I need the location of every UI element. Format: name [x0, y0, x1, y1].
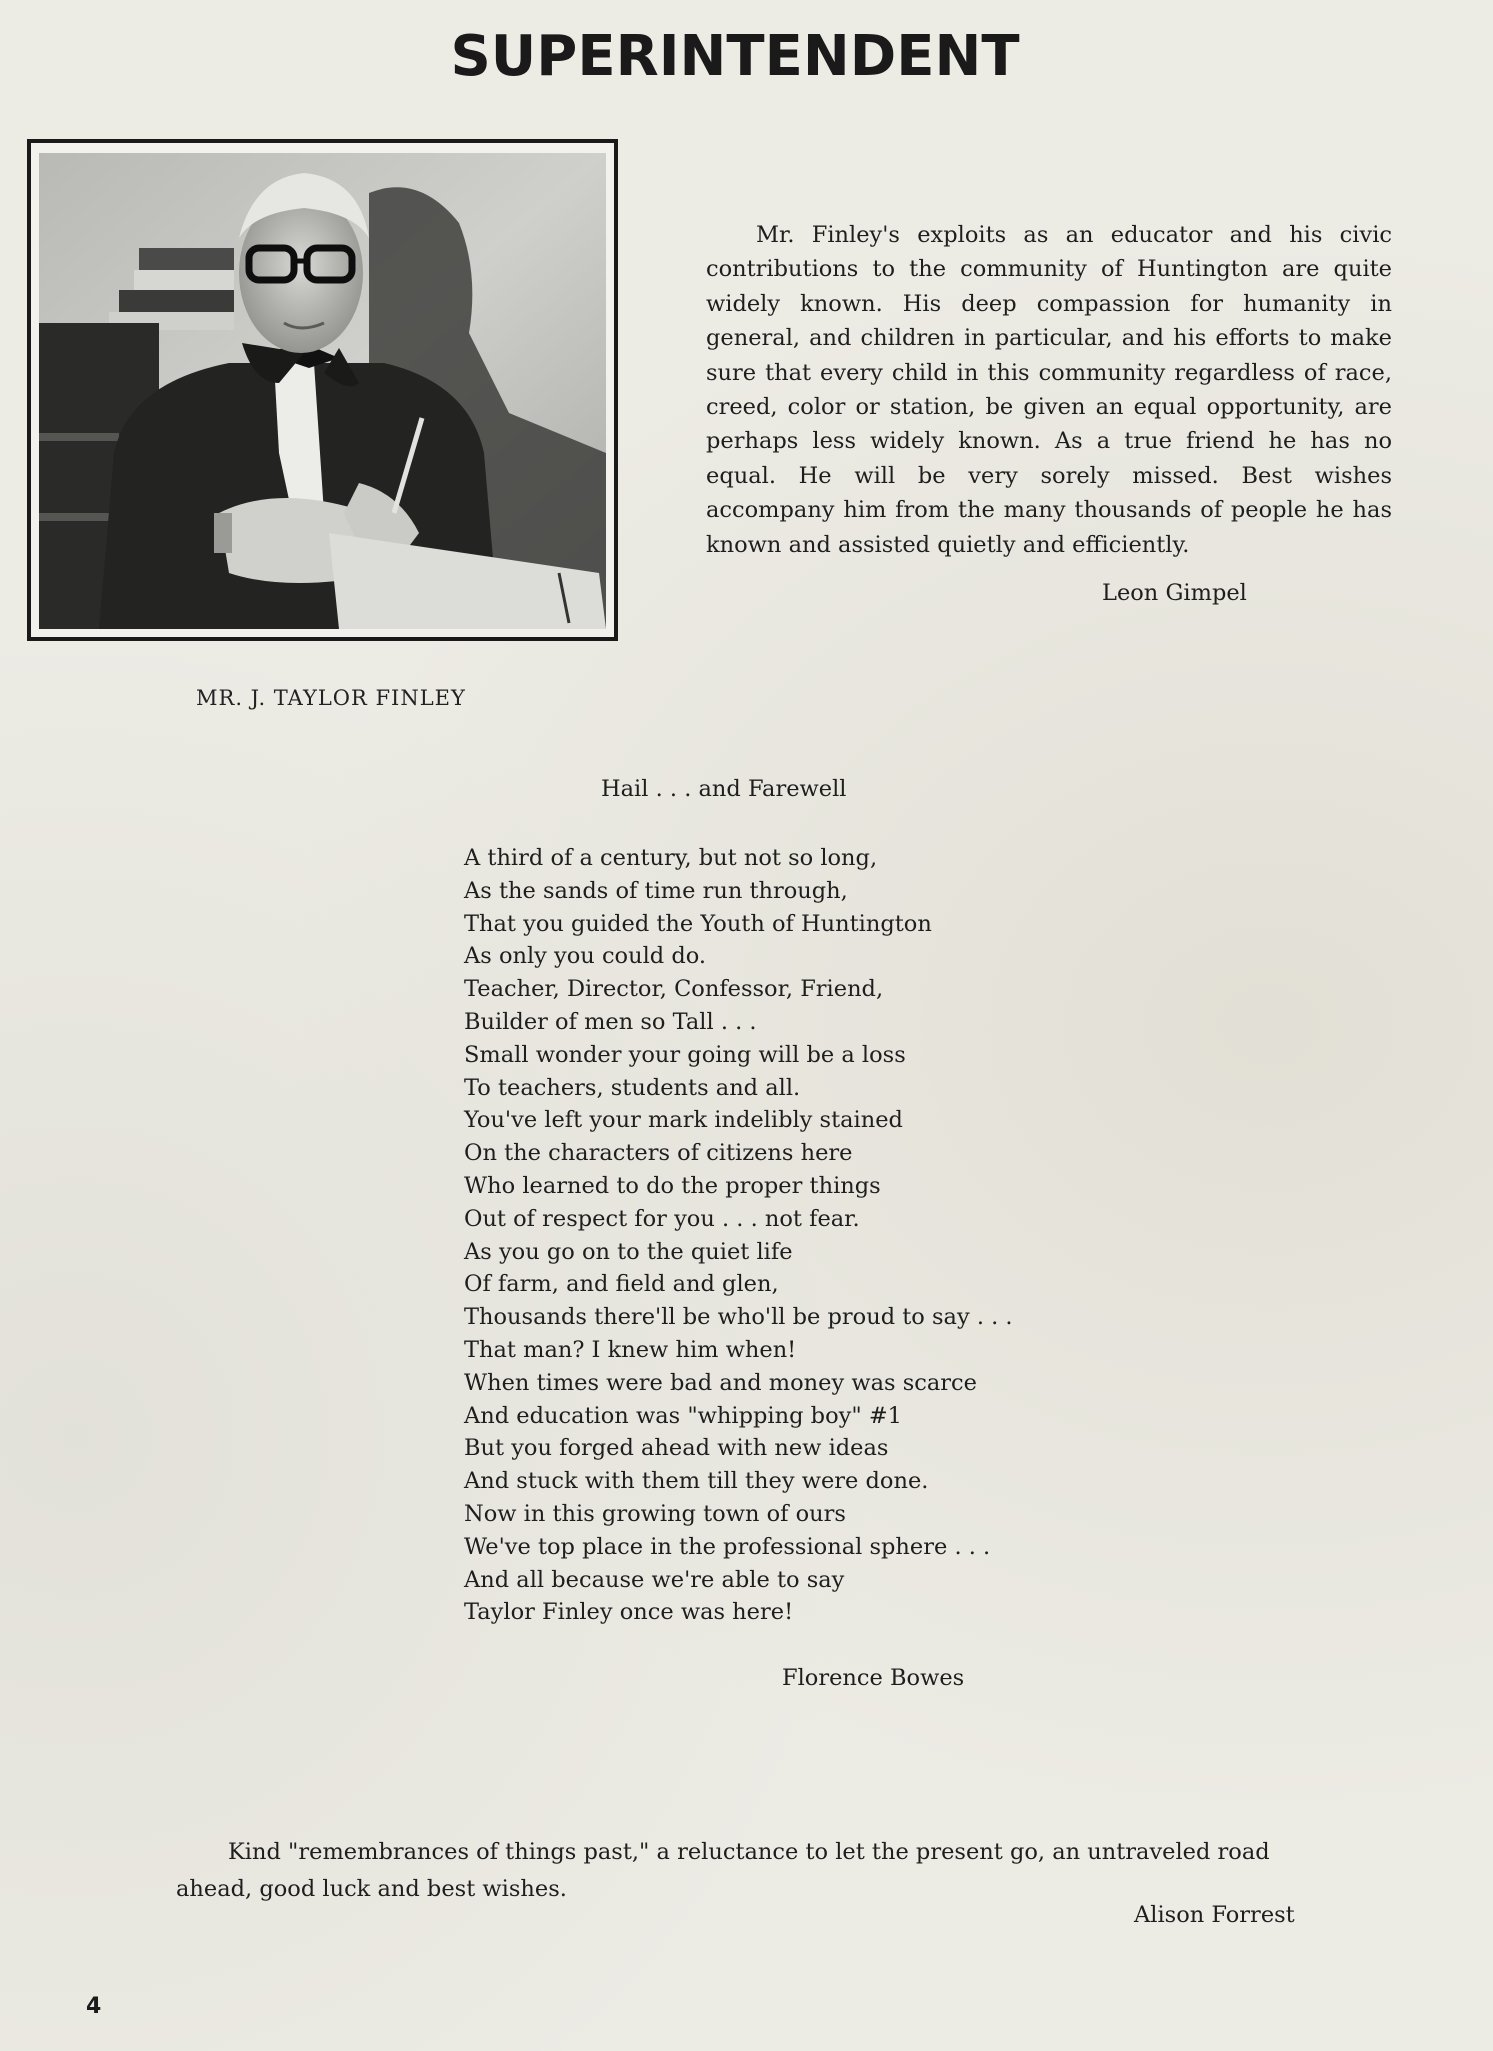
tribute-text: Mr. Finley's exploits as an educator and his civic contributions to the community of Huntington are quite widely known. His deep compassion for humanity in general, and children in particular, and his efforts to make sure that every child in this community regardless of race, creed, color or station, be given an equal opportunity, are perhaps less widely known. As a true friend he has no equal. He will be very sorely missed. Best wishes accompany him from the many thousands of people he has known and assisted quietly and efficiently. [706, 222, 1392, 558]
poem-author: Florence Bowes [782, 1665, 965, 1691]
poem-line: On the characters of citizens here [464, 1140, 853, 1167]
poem-line: As you go on to the quiet life [464, 1238, 793, 1265]
portrait-photo-frame [27, 139, 618, 641]
poem-line: That you guided the Youth of Huntington [464, 910, 932, 937]
poem-body [464, 842, 1013, 1629]
poem-line: Teacher, Director, Confessor, Friend, [464, 976, 884, 1003]
poem-line: And all because we're able to say [464, 1566, 845, 1593]
poem-line: Now in this growing town of ours [464, 1500, 846, 1527]
poem-line: Out of respect for you . . . not fear. [464, 1205, 860, 1232]
poem-line: Thousands there'll be who'll be proud to say . . . [464, 1304, 1013, 1331]
poem-line: As the sands of time run through, [464, 877, 848, 904]
page-title: SUPERINTENDENT [450, 24, 1020, 89]
poem-line: And education was "whipping boy" #1 [464, 1402, 902, 1429]
poem-line: You've left your mark indelibly stained [464, 1107, 903, 1134]
poem-line: Small wonder your going will be a loss [464, 1041, 906, 1068]
poem-line: Taylor Finley once was here! [464, 1599, 794, 1626]
closing-paragraph [176, 1834, 1346, 1908]
poem-line: And stuck with them till they were done. [464, 1468, 929, 1495]
poem-line: When times were bad and money was scarce [464, 1369, 977, 1396]
poem-line: Builder of men so Tall . . . [464, 1008, 757, 1035]
photo-caption: MR. J. TAYLOR FINLEY [196, 686, 466, 710]
tribute-author: Leon Gimpel [1102, 580, 1247, 606]
portrait-photo [39, 153, 606, 629]
poem-line: Of farm, and field and glen, [464, 1271, 779, 1298]
poem-line: But you forged ahead with new ideas [464, 1435, 889, 1462]
page-number: 4 [86, 1994, 102, 2019]
poem-line: A third of a century, but not so long, [464, 845, 878, 871]
closing-text: Kind "remembrances of things past," a reluctance to let the present go, an untraveled road ahead, good luck and best wishes. [176, 1839, 1270, 1902]
poem-title: Hail . . . and Farewell [601, 776, 847, 802]
tribute-paragraph [706, 218, 1392, 562]
poem-line: Who learned to do the proper things [464, 1172, 881, 1199]
poem-line: To teachers, students and all. [464, 1074, 801, 1101]
poem-line: That man? I knew him when! [464, 1336, 797, 1363]
poem-line: As only you could do. [464, 943, 707, 970]
poem-line: We've top place in the professional sphere . . . [464, 1533, 991, 1560]
closing-author: Alison Forrest [1134, 1902, 1295, 1928]
